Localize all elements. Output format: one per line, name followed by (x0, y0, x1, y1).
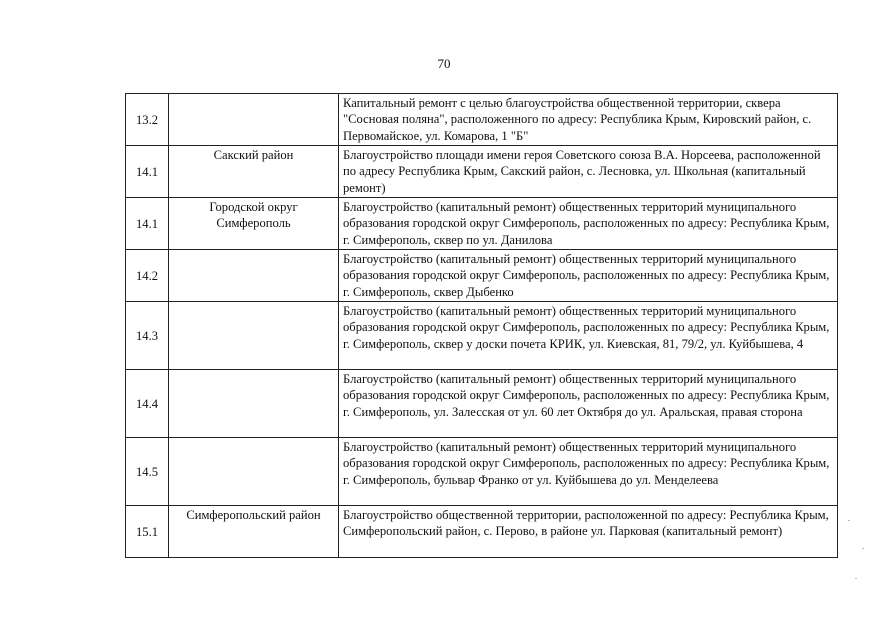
table-row (126, 250, 838, 302)
scan-speck (855, 578, 857, 579)
description-cell: Капитальный ремонт с целью благоустройства общественной территории, сквера "Сосновая поляна", расположенного по адресу: Республика Крым, Кировский район, с. Первомайское, ул. Комарова, 1 "Б" (339, 94, 838, 146)
description-cell: Благоустройство (капитальный ремонт) общественных территорий муниципального образования городской округ Симферополь, расположенных по адресу: Республика Крым, г. Симферополь, сквер у доски почета КРИК, ул. Киевская, 81, 79/2, ул. Куйбышева, 4 (339, 302, 838, 370)
table-row (126, 198, 838, 250)
row-number: 14.1 (126, 146, 169, 198)
table-row (126, 146, 838, 198)
description-cell: Благоустройство площади имени героя Советского союза В.А. Норсеева, расположенной по адресу Республика Крым, Сакский район, с. Лесновка, ул. Школьная (капитальный ремонт) (339, 146, 838, 198)
row-number: 13.2 (126, 94, 169, 146)
municipality-cell: Симферопольский район (169, 506, 339, 558)
municipality-cell: Сакский район (169, 146, 339, 198)
description-cell: Благоустройство (капитальный ремонт) общественных территорий муниципального образования городской округ Симферополь, расположенных по адресу: Республика Крым, г. Симферополь, сквер Дыбенко (339, 250, 838, 302)
row-number: 14.1 (126, 198, 169, 250)
table-row (126, 370, 838, 438)
projects-table (125, 93, 838, 558)
table-row (126, 94, 838, 146)
description-cell: Благоустройство (капитальный ремонт) общественных территорий муниципального образования городской округ Симферополь, расположенных по адресу: Республика Крым, г. Симферополь, сквер по ул. Данилова (339, 198, 838, 250)
municipality-cell: Городской округ Симферополь (169, 198, 339, 250)
row-number: 14.5 (126, 438, 169, 506)
table-row (126, 506, 838, 558)
page-number: 70 (437, 56, 451, 71)
municipality-cell (169, 370, 339, 438)
municipality-cell (169, 302, 339, 370)
row-number: 14.4 (126, 370, 169, 438)
row-number: 14.2 (126, 250, 169, 302)
row-number: 14.3 (126, 302, 169, 370)
description-cell: Благоустройство (капитальный ремонт) общественных территорий муниципального образования городской округ Симферополь, расположенных по адресу: Республика Крым, г. Симферополь, бульвар Франко от ул. Куйбышева до ул. Менделеева (339, 438, 838, 506)
municipality-cell (169, 438, 339, 506)
municipality-cell (169, 94, 339, 146)
row-number: 15.1 (126, 506, 169, 558)
scan-speck (862, 548, 864, 549)
scan-speck (848, 520, 850, 521)
description-cell: Благоустройство общественной территории, расположенной по адресу: Республика Крым, Симферопольский район, с. Перово, в районе ул. Парковая (капитальный ремонт) (339, 506, 838, 558)
description-cell: Благоустройство (капитальный ремонт) общественных территорий муниципального образования городской округ Симферополь, расположенных по адресу: Республика Крым, г. Симферополь, ул. Залесская от ул. 60 лет Октября до ул. Аральская, правая сторона (339, 370, 838, 438)
table-row (126, 438, 838, 506)
municipality-cell (169, 250, 339, 302)
table-row (126, 302, 838, 370)
